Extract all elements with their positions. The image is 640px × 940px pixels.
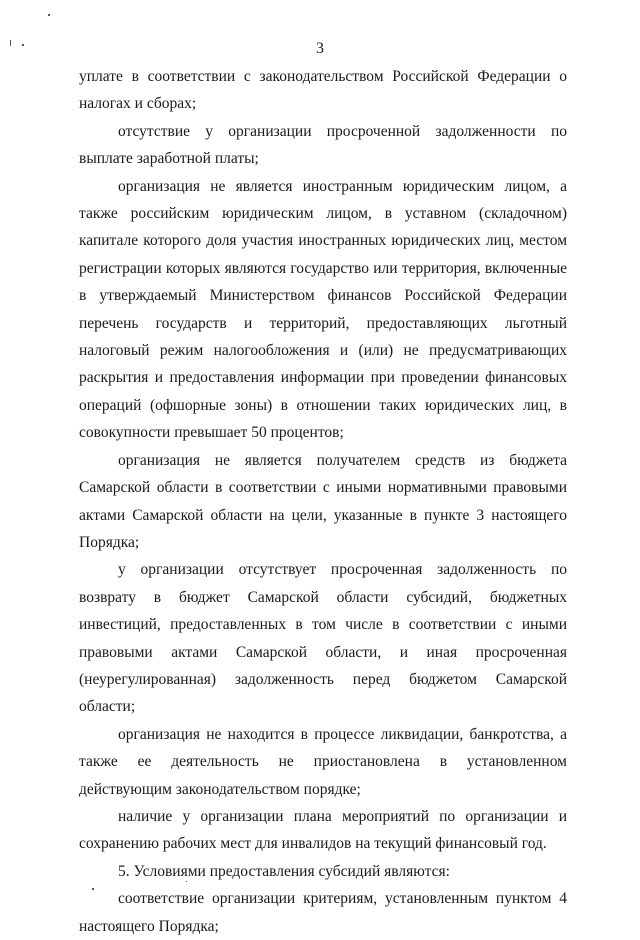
paragraph: у организации отсутствует просроченная задолженность по возврату в бюджет Самарской области субсидий, бюджетных инвестиций, предоставленных в том числе в соответствии с иными правовыми актами Самарской области, и иная просроченная (неурегулированная) задолженность перед бюджетом Самарской области;	[79, 561, 567, 716]
paragraph: уплате в соответствии с законодательством Российской Федерации о налогах и сборах;	[79, 68, 567, 113]
document-body	[79, 63, 567, 940]
scan-artifact-dot	[48, 14, 50, 16]
paragraph: отсутствие у организации просроченной задолженности по выплате заработной платы;	[79, 122, 567, 168]
page-number: 3	[316, 40, 324, 57]
paragraph: соответствие организации критериям, установленным пунктом 4 настоящего Порядка;	[79, 890, 567, 935]
paragraph: организация не является получателем средств из бюджета Самарской области в соответствии с иными нормативными правовыми актами Самарской области на цели, указанные в пункте 3 настоящего Порядка;	[79, 451, 567, 551]
paragraph: организация не является иностранным юридическим лицом, а также российским юридическим лицом, в уставном (складочном) капитале которого доля участия иностранных юридических лиц, местом регистрации которых являются государство или территория, включенные в утверждаемый Министерством финансов Российской Федерации перечень государств и территорий, предоставляющих льготный налоговый режим налогообложения и (или) не предусматривающих раскрытия и предоставления информации при проведении финансовых операций (офшорные зоны) в отношении таких юридических лиц, в совокупности превышает 50 процентов;	[79, 177, 567, 442]
paragraph: организация не находится в процессе ликвидации, банкротства, а также ее деятельность не приостановлена в установленном действующим законодательством порядке;	[79, 725, 567, 798]
paragraph: 5. Условиями предоставления субсидий являются:	[118, 862, 450, 880]
paragraph: наличие у организации плана мероприятий по организации и сохранению рабочих мест для инвалидов на текущий финансовый год.	[79, 807, 567, 853]
